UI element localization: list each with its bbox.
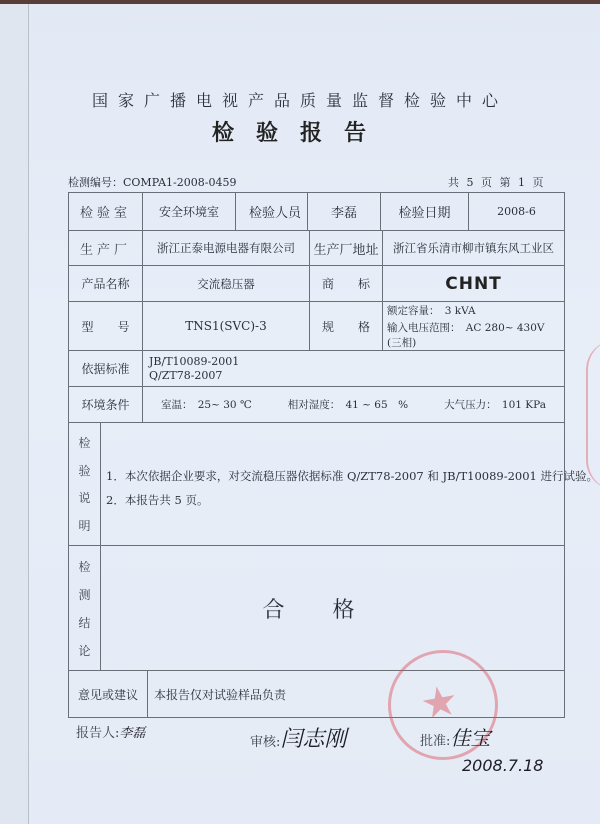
conclusion-value: 合格 [262,597,403,623]
address-value: 浙江省乐清市柳市镇东风工业区 [382,230,565,266]
report-title: 检验报告 [211,120,388,146]
model-label: 型 号 [68,301,143,351]
product-value: 交流稳压器 [142,265,310,302]
note-1: 1．本次依据企业要求，对交流稳压器依据标准 Q/ZT78-2007 和 JB/T10089-2001 进行试验。 [106,469,599,483]
notes-label-char: 检 [78,436,91,451]
notes-label [68,422,101,546]
reviewer-label: 审核: [250,735,281,750]
notes-text [106,464,598,512]
standard-value [142,350,565,387]
report-number-label: 检测编号： [68,176,123,189]
reporter-signature: 李磊 [119,726,146,741]
lab-label: 检验室 [68,192,143,231]
approver-signature: 佳宝 [450,726,491,750]
reporter-label: 报告人: [76,726,120,741]
conclusion-box [100,545,565,671]
reviewer [250,722,346,753]
remarks-label: 意见或建议 [68,670,148,718]
model-value: TNS1(SVC)-3 [142,301,310,351]
organization-name: 国家广播电视产品质量监督检验中心 [91,91,508,110]
signature-date: 2008.7.18 [462,756,544,775]
date-label: 检验日期 [380,192,469,231]
inspector-label: 检验人员 [235,192,308,231]
spec-voltage: 输入电压范围： AC 280~ 430V (三相) [387,322,545,349]
spec-value [382,301,565,351]
conclusion-label-char: 测 [78,587,91,602]
date-value: 2008-6 [468,192,565,231]
conclusion-label-char: 检 [78,559,91,574]
env-label: 环境条件 [68,386,143,423]
brand-logo: CHNT [382,265,565,302]
env-value [142,386,565,423]
conclusion-label [68,545,101,671]
inspector-value: 李磊 [307,192,381,231]
conclusion-label-char: 论 [78,643,91,658]
spec-capacity: 额定容量： 3 kVA [387,305,476,317]
notes-label-char: 说 [78,491,91,506]
address-label: 生产厂地址 [309,230,383,266]
remarks-value: 本报告仅对试验样品负责 [147,670,565,718]
notes-label-char: 明 [78,518,91,533]
manufacturer-value: 浙江正泰电源电器有限公司 [142,230,310,266]
approver-label: 批准: [420,734,451,749]
notes-label-char: 验 [78,463,91,478]
brand-label: 商 标 [309,265,383,302]
standard-1: JB/T10089-2001 [149,354,240,368]
conclusion-label-char: 结 [78,615,91,630]
standard-2: Q/ZT78-2007 [149,368,223,382]
reporter [76,722,145,741]
star-icon: ★ [416,674,463,730]
approver [420,722,490,751]
env-humidity: 相对湿度： 41 ~ 65 % [287,399,409,411]
report-number [68,174,236,190]
manufacturer-label: 生产厂 [68,230,143,266]
env-temperature: 室温： 25~ 30 ℃ [161,399,252,411]
spec-label: 规 格 [309,301,383,351]
edge-seal [586,340,600,490]
page-info: 共 5 页 第 1 页 [448,176,544,189]
product-label: 产品名称 [68,265,143,302]
standard-label: 依据标准 [68,350,143,387]
lab-value: 安全环境室 [142,192,236,231]
report-number-value: COMPA1-2008-0459 [123,176,237,189]
reviewer-signature: 闫志刚 [280,727,347,752]
note-2: 2．本报告共 5 页。 [106,493,209,507]
env-pressure: 大气压力： 101 KPa [444,399,546,411]
